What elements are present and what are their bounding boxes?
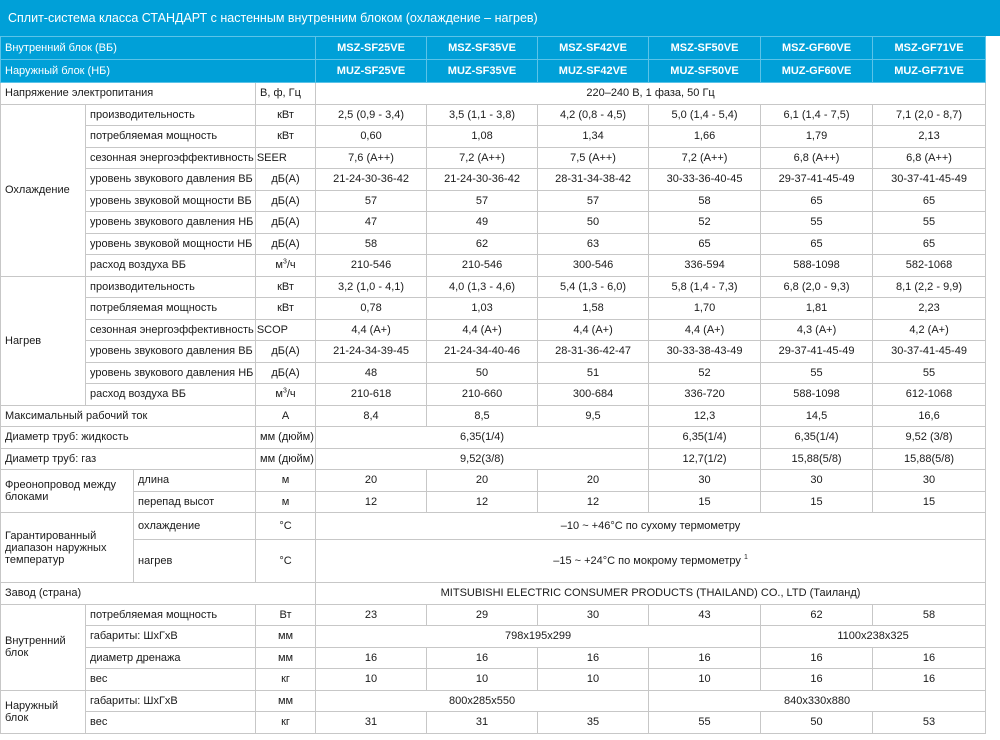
param-label: уровень звуковой мощности ВБ xyxy=(86,190,256,212)
value-cell: 4,4 (A+) xyxy=(649,319,761,341)
unit-cell: Вт xyxy=(256,604,316,626)
table-row xyxy=(1,647,986,669)
table-row xyxy=(1,491,986,513)
table-row xyxy=(1,341,986,363)
value-cell: 6,8 (A++) xyxy=(761,147,873,169)
value-cell: 7,5 (A++) xyxy=(538,147,649,169)
unit-base: м xyxy=(275,388,283,401)
value-cell: 210-546 xyxy=(427,255,538,277)
value-cell: 6,1 (1,4 - 7,5) xyxy=(761,104,873,126)
unit-superscript: 3 xyxy=(282,387,287,395)
value-cell: 5,8 (1,4 - 7,3) xyxy=(649,276,761,298)
page-title: Сплит-система класса СТАНДАРТ с настенным внутренним блоком (охлаждение – нагрев) xyxy=(0,0,1000,36)
table-row xyxy=(1,276,986,298)
value-cell: 53 xyxy=(873,712,986,734)
unit-tail: /ч xyxy=(286,388,296,401)
value-cell: 16 xyxy=(873,669,986,691)
value-cell: 65 xyxy=(649,233,761,255)
value-cell: 3,5 (1,1 - 3,8) xyxy=(427,104,538,126)
value-cell: 6,35(1/4) xyxy=(761,427,873,449)
unit-cell: мм (дюйм) xyxy=(256,448,316,470)
value-cell: 12,3 xyxy=(649,405,761,427)
value-cell: 58 xyxy=(649,190,761,212)
value-cell: 65 xyxy=(761,233,873,255)
value-cell: 20 xyxy=(427,470,538,492)
value-cell: 9,52 (3/8) xyxy=(873,427,986,449)
value-cell: 336-594 xyxy=(649,255,761,277)
value-cell: 63 xyxy=(538,233,649,255)
value-cell: 336-720 xyxy=(649,384,761,406)
unit-cell xyxy=(256,384,316,406)
param-label: потребляемая мощность xyxy=(86,604,256,626)
value-cell: 20 xyxy=(538,470,649,492)
value-cell: 9,5 xyxy=(538,405,649,427)
value-cell: 50 xyxy=(427,362,538,384)
spec-table xyxy=(0,36,986,734)
indoor-model: MSZ-SF42VE xyxy=(538,37,649,60)
value-cell: 2,23 xyxy=(873,298,986,320)
value-cell: 4,3 (A+) xyxy=(761,319,873,341)
table-row xyxy=(1,470,986,492)
value-cell: 1,70 xyxy=(649,298,761,320)
value-cell: 29 xyxy=(427,604,538,626)
unit-cell: дБ(А) xyxy=(256,341,316,363)
param-label: перепад высот xyxy=(134,491,256,513)
unit-cell: кг xyxy=(256,712,316,734)
unit-cell: кВт xyxy=(256,126,316,148)
spec-table-body xyxy=(1,37,986,734)
value-cell: 55 xyxy=(873,212,986,234)
param-label: сезонная энергоэффективность SEER xyxy=(86,147,256,169)
value-cell: 3,2 (1,0 - 4,1) xyxy=(316,276,427,298)
table-row xyxy=(1,513,986,540)
param-label: уровень звукового давления НБ xyxy=(86,362,256,384)
value-cell: 588-1098 xyxy=(761,384,873,406)
unit-cell: В, ф, Гц xyxy=(256,83,316,105)
table-row xyxy=(1,126,986,148)
value-cell: 30 xyxy=(538,604,649,626)
row-label: Завод (страна) xyxy=(1,583,316,605)
value-cell: 29-37-41-45-49 xyxy=(761,341,873,363)
value-cell: 582-1068 xyxy=(873,255,986,277)
value-cell: 31 xyxy=(427,712,538,734)
value-cell xyxy=(316,513,986,540)
outdoor-model: MUZ-SF35VE xyxy=(427,60,538,83)
value-cell: 65 xyxy=(873,233,986,255)
temp-range-text: –10 ~ +46°С по сухому термометру xyxy=(560,520,741,532)
row-max-current xyxy=(1,405,986,427)
value-cell: 7,6 (A++) xyxy=(316,147,427,169)
unit-superscript: 3 xyxy=(282,258,287,266)
value-cell: 58 xyxy=(873,604,986,626)
table-row xyxy=(1,362,986,384)
value-cell: 210-618 xyxy=(316,384,427,406)
unit-cell: кВт xyxy=(256,298,316,320)
row-label: Напряжение электропитания xyxy=(1,83,256,105)
value-cell: 50 xyxy=(538,212,649,234)
value-cell: 16 xyxy=(761,647,873,669)
value-cell: 57 xyxy=(427,190,538,212)
param-label: сезонная энергоэффективность SCOP xyxy=(86,319,256,341)
value-cell: 8,4 xyxy=(316,405,427,427)
outdoor-model: MUZ-SF42VE xyxy=(538,60,649,83)
table-row xyxy=(1,233,986,255)
param-label: уровень звукового давления ВБ xyxy=(86,341,256,363)
value-cell: 16 xyxy=(538,647,649,669)
value-cell: 15 xyxy=(761,491,873,513)
table-row xyxy=(1,147,986,169)
param-label: вес xyxy=(86,669,256,691)
value-cell: 55 xyxy=(761,362,873,384)
row-label: Диаметр труб: газ xyxy=(1,448,256,470)
value-cell: 52 xyxy=(649,212,761,234)
row-label: Максимальный рабочий ток xyxy=(1,405,256,427)
value-cell: 49 xyxy=(427,212,538,234)
value-cell: 16,6 xyxy=(873,405,986,427)
value-cell: 9,52(3/8) xyxy=(316,448,649,470)
value-cell: 57 xyxy=(316,190,427,212)
value-cell: 612-1068 xyxy=(873,384,986,406)
outdoor-model: MUZ-SF50VE xyxy=(649,60,761,83)
outdoor-model: MUZ-GF60VE xyxy=(761,60,873,83)
value-cell: 29-37-41-45-49 xyxy=(761,169,873,191)
row-label: Диаметр труб: жидкость xyxy=(1,427,256,449)
header-row-indoor xyxy=(1,37,986,60)
temp-range-text: –15 ~ +24°С по мокрому термометру xyxy=(553,555,741,567)
value-cell: 28-31-36-42-47 xyxy=(538,341,649,363)
value-cell: 58 xyxy=(316,233,427,255)
value-cell: 30-37-41-45-49 xyxy=(873,169,986,191)
value-cell: 10 xyxy=(649,669,761,691)
table-row xyxy=(1,626,986,648)
value-cell: 12 xyxy=(316,491,427,513)
value-cell: 14,5 xyxy=(761,405,873,427)
param-label: диаметр дренажа xyxy=(86,647,256,669)
param-label: габариты: ШхГхВ xyxy=(86,626,256,648)
value-cell: 4,2 (A+) xyxy=(873,319,986,341)
value-cell: 1100x238x325 xyxy=(761,626,986,648)
unit-cell: м xyxy=(256,491,316,513)
param-label: производительность xyxy=(86,276,256,298)
value-cell: 16 xyxy=(873,647,986,669)
value-cell: 4,0 (1,3 - 4,6) xyxy=(427,276,538,298)
param-label: производительность xyxy=(86,104,256,126)
value-cell: 15 xyxy=(649,491,761,513)
value-cell: 62 xyxy=(761,604,873,626)
table-row xyxy=(1,212,986,234)
value-cell: 21-24-34-40-46 xyxy=(427,341,538,363)
outdoor-model: MUZ-SF25VE xyxy=(316,60,427,83)
param-label: расход воздуха ВБ xyxy=(86,255,256,277)
value-cell: 62 xyxy=(427,233,538,255)
value-cell: 30 xyxy=(649,470,761,492)
unit-cell: дБ(А) xyxy=(256,233,316,255)
unit-cell: мм xyxy=(256,690,316,712)
table-row xyxy=(1,104,986,126)
value-cell: MITSUBISHI ELECTRIC CONSUMER PRODUCTS (THAILAND) CO., LTD (Таиланд) xyxy=(316,583,986,605)
outdoor-unit-label: Наружный блок (НБ) xyxy=(1,60,316,83)
unit-cell: кг xyxy=(256,669,316,691)
value-cell: 5,4 (1,3 - 6,0) xyxy=(538,276,649,298)
param-label: вес xyxy=(86,712,256,734)
param-label: охлаждение xyxy=(134,513,256,540)
value-cell: 23 xyxy=(316,604,427,626)
value-cell: 65 xyxy=(761,190,873,212)
value-cell: 55 xyxy=(649,712,761,734)
value-cell: 57 xyxy=(538,190,649,212)
value-cell: 0,78 xyxy=(316,298,427,320)
value-cell: 16 xyxy=(649,647,761,669)
table-row xyxy=(1,690,986,712)
unit-cell: А xyxy=(256,405,316,427)
unit-cell: кВт xyxy=(256,276,316,298)
value-cell: 31 xyxy=(316,712,427,734)
value-cell: 15 xyxy=(873,491,986,513)
value-cell: 20 xyxy=(316,470,427,492)
value-cell: 21-24-30-36-42 xyxy=(316,169,427,191)
unit-cell: °С xyxy=(256,513,316,540)
value-cell: 8,1 (2,2 - 9,9) xyxy=(873,276,986,298)
outdoor-model: MUZ-GF71VE xyxy=(873,60,986,83)
value-cell: 4,4 (A+) xyxy=(316,319,427,341)
value-cell: 800x285x550 xyxy=(316,690,649,712)
indoor-model: MSZ-GF71VE xyxy=(873,37,986,60)
value-cell: 10 xyxy=(316,669,427,691)
indoor-model: MSZ-SF35VE xyxy=(427,37,538,60)
unit-cell: кВт xyxy=(256,104,316,126)
value-cell: 588-1098 xyxy=(761,255,873,277)
indoor-model: MSZ-SF50VE xyxy=(649,37,761,60)
value-cell: 4,4 (A+) xyxy=(538,319,649,341)
table-row xyxy=(1,669,986,691)
value-cell: 35 xyxy=(538,712,649,734)
unit-cell: °С xyxy=(256,540,316,583)
param-label: потребляемая мощность xyxy=(86,126,256,148)
indoor-model: MSZ-GF60VE xyxy=(761,37,873,60)
group-label: Охлаждение xyxy=(1,104,86,276)
footnote-marker: 1 xyxy=(743,554,748,562)
value-cell xyxy=(316,540,986,583)
value-cell: 0,60 xyxy=(316,126,427,148)
unit-cell: дБ(А) xyxy=(256,190,316,212)
value-cell: 21-24-34-39-45 xyxy=(316,341,427,363)
value-cell: 6,8 (2,0 - 9,3) xyxy=(761,276,873,298)
value-cell: 1,03 xyxy=(427,298,538,320)
value-cell: 5,0 (1,4 - 5,4) xyxy=(649,104,761,126)
param-label: уровень звуковой мощности НБ xyxy=(86,233,256,255)
value-cell: 7,1 (2,0 - 8,7) xyxy=(873,104,986,126)
row-factory xyxy=(1,583,986,605)
value-cell: 1,08 xyxy=(427,126,538,148)
value-cell: 30 xyxy=(761,470,873,492)
value-cell: 16 xyxy=(761,669,873,691)
value-cell: 840x330x880 xyxy=(649,690,986,712)
value-cell: 52 xyxy=(649,362,761,384)
param-label: уровень звукового давления ВБ xyxy=(86,169,256,191)
value-cell: 300-546 xyxy=(538,255,649,277)
value-cell: 210-546 xyxy=(316,255,427,277)
table-row xyxy=(1,540,986,583)
value-cell: 47 xyxy=(316,212,427,234)
param-label: габариты: ШхГхВ xyxy=(86,690,256,712)
header-row-outdoor xyxy=(1,60,986,83)
value-cell: 6,35(1/4) xyxy=(316,427,649,449)
table-row xyxy=(1,384,986,406)
param-label: нагрев xyxy=(134,540,256,583)
value-cell: 30-33-38-43-49 xyxy=(649,341,761,363)
row-pipe-liquid xyxy=(1,427,986,449)
value-cell: 7,2 (A++) xyxy=(649,147,761,169)
value-cell: 6,35(1/4) xyxy=(649,427,761,449)
unit-cell: мм xyxy=(256,626,316,648)
value-cell: 55 xyxy=(873,362,986,384)
value-cell: 51 xyxy=(538,362,649,384)
unit-cell xyxy=(256,255,316,277)
unit-cell: мм xyxy=(256,647,316,669)
table-row xyxy=(1,712,986,734)
value-cell: 12 xyxy=(427,491,538,513)
unit-cell: м xyxy=(256,470,316,492)
indoor-model: MSZ-SF25VE xyxy=(316,37,427,60)
value-cell: 8,5 xyxy=(427,405,538,427)
table-row xyxy=(1,255,986,277)
table-row xyxy=(1,604,986,626)
value-cell: 1,81 xyxy=(761,298,873,320)
value-cell: 50 xyxy=(761,712,873,734)
row-power-supply xyxy=(1,83,986,105)
value-cell: 48 xyxy=(316,362,427,384)
unit-cell: дБ(А) xyxy=(256,169,316,191)
param-label: уровень звукового давления НБ xyxy=(86,212,256,234)
table-row xyxy=(1,169,986,191)
group-label: Внутренний блок xyxy=(1,604,86,690)
unit-cell: дБ(А) xyxy=(256,362,316,384)
value-cell: 16 xyxy=(316,647,427,669)
group-label: Нагрев xyxy=(1,276,86,405)
value-cell: 30-33-36-40-45 xyxy=(649,169,761,191)
indoor-unit-label: Внутренний блок (ВБ) xyxy=(1,37,316,60)
value-cell: 12,7(1/2) xyxy=(649,448,761,470)
value-cell: 21-24-30-36-42 xyxy=(427,169,538,191)
group-label: Наружный блок xyxy=(1,690,86,733)
value-cell: 15,88(5/8) xyxy=(873,448,986,470)
value-cell: 220–240 В, 1 фаза, 50 Гц xyxy=(316,83,986,105)
unit-cell: дБ(А) xyxy=(256,212,316,234)
value-cell: 65 xyxy=(873,190,986,212)
value-cell: 798x195x299 xyxy=(316,626,761,648)
table-row xyxy=(1,298,986,320)
param-label: длина xyxy=(134,470,256,492)
value-cell: 4,2 (0,8 - 4,5) xyxy=(538,104,649,126)
value-cell: 2,5 (0,9 - 3,4) xyxy=(316,104,427,126)
value-cell: 1,79 xyxy=(761,126,873,148)
value-cell: 1,58 xyxy=(538,298,649,320)
value-cell: 10 xyxy=(538,669,649,691)
unit-cell: мм (дюйм) xyxy=(256,427,316,449)
value-cell: 30-37-41-45-49 xyxy=(873,341,986,363)
param-label: расход воздуха ВБ xyxy=(86,384,256,406)
group-label: Гарантированный диапазон наружных температур xyxy=(1,513,134,583)
value-cell: 4,4 (A+) xyxy=(427,319,538,341)
value-cell: 300-684 xyxy=(538,384,649,406)
unit-base: м xyxy=(275,259,283,272)
value-cell: 2,13 xyxy=(873,126,986,148)
value-cell: 30 xyxy=(873,470,986,492)
row-pipe-gas xyxy=(1,448,986,470)
param-label: потребляемая мощность xyxy=(86,298,256,320)
value-cell: 1,66 xyxy=(649,126,761,148)
value-cell: 7,2 (A++) xyxy=(427,147,538,169)
table-row xyxy=(1,319,986,341)
value-cell: 15,88(5/8) xyxy=(761,448,873,470)
value-cell: 16 xyxy=(427,647,538,669)
value-cell: 12 xyxy=(538,491,649,513)
value-cell: 43 xyxy=(649,604,761,626)
unit-tail: /ч xyxy=(286,259,296,272)
value-cell: 55 xyxy=(761,212,873,234)
group-label: Фреонопровод между блоками xyxy=(1,470,134,513)
value-cell: 28-31-34-38-42 xyxy=(538,169,649,191)
value-cell: 1,34 xyxy=(538,126,649,148)
value-cell: 10 xyxy=(427,669,538,691)
value-cell: 6,8 (A++) xyxy=(873,147,986,169)
table-row xyxy=(1,190,986,212)
value-cell: 210-660 xyxy=(427,384,538,406)
